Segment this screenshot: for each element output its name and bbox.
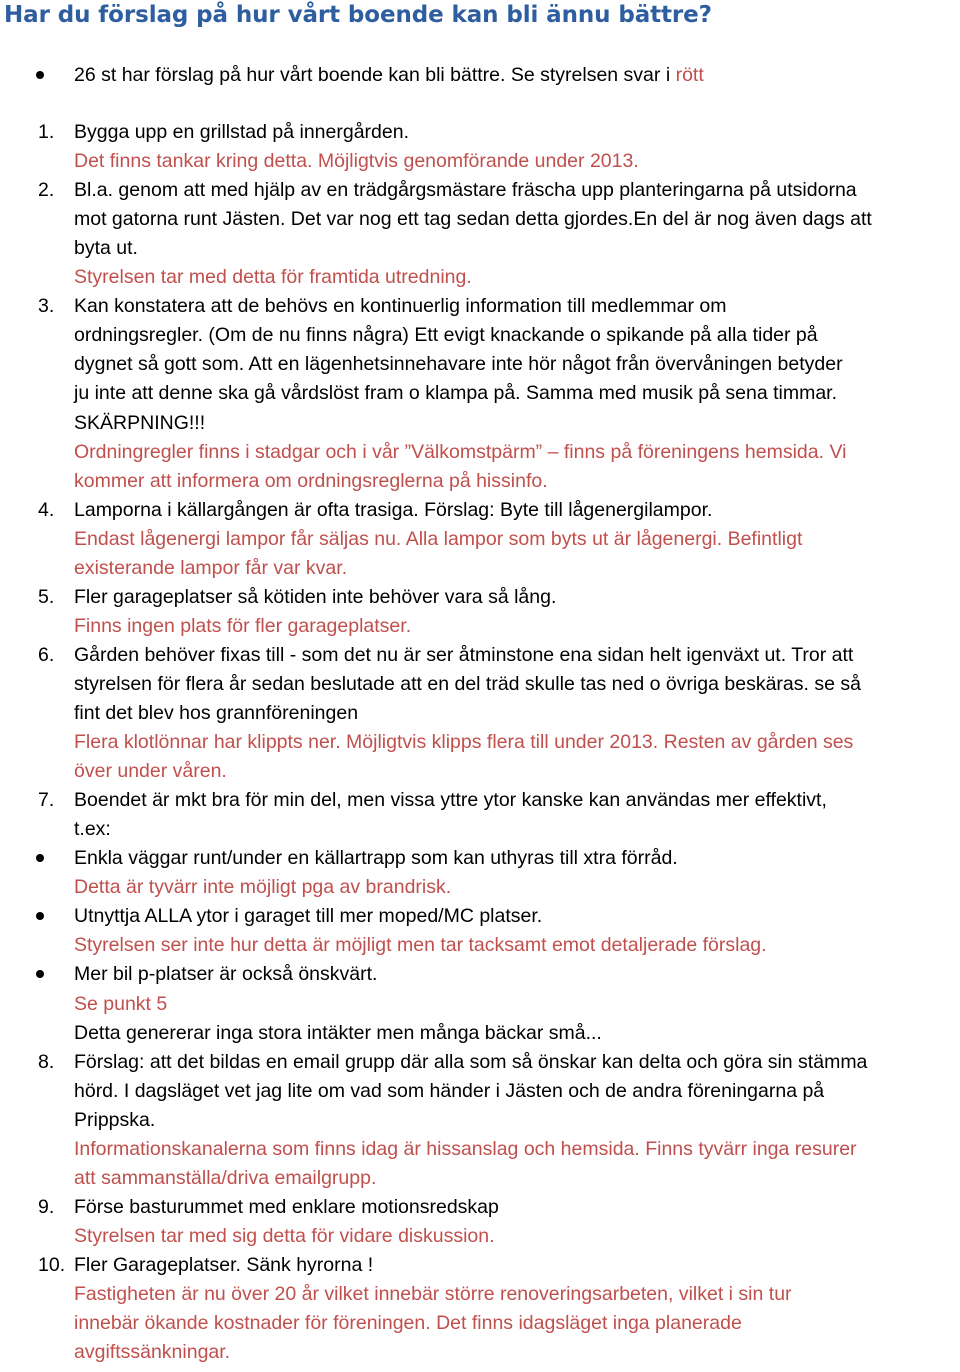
bullet-icon — [36, 854, 44, 862]
item-number: 3. — [38, 295, 55, 318]
suggestion-line: t.ex: — [74, 818, 111, 841]
board-answer-line: Flera klotlönnar har klippts ner. Möjligtvis klipps flera till under 2013. Resten av gården ses — [74, 731, 854, 754]
suggestion-line: byta ut. — [74, 237, 138, 260]
board-answer-line: över under våren. — [74, 760, 227, 783]
bullet-icon — [36, 970, 44, 978]
suggestion-line: Gården behöver fixas till - som det nu är ser åtminstone ena sidan helt igenväxt ut. Tror att — [74, 643, 854, 666]
board-answer-line: avgiftssänkningar. — [74, 1341, 231, 1364]
board-answer-line: Informationskanalerna som finns idag är hissanslag och hemsida. Finns tyvärr inga resurer — [74, 1137, 857, 1160]
item-number: 10. — [38, 1253, 66, 1276]
item-number: 2. — [38, 179, 55, 202]
suggestion-line: Prippska. — [74, 1108, 156, 1131]
suggestion-line: Enkla väggar runt/under en källartrapp som kan uthyras till xtra förråd. — [74, 847, 678, 870]
suggestion-line: styrelsen för flera år sedan beslutade att en del träd skulle tas ned o övriga beskäras. se så — [74, 672, 861, 695]
board-answer-line: Det finns tankar kring detta. Möjligtvis genomförande under 2013. — [74, 150, 639, 173]
board-answer-line: kommer att informera om ordningsreglerna på hissinfo. — [74, 469, 548, 492]
suggestion-line: SKÄRPNING!!! — [74, 411, 206, 434]
page-title: Har du förslag på hur vårt boende kan bli ännu bättre? — [4, 2, 712, 28]
item-number: 8. — [38, 1050, 55, 1073]
suggestion-line: Lamporna i källargången är ofta trasiga. Förslag: Byte till lågenergilampor. — [74, 498, 713, 521]
board-answer-line: Styrelsen ser inte hur detta är möjligt men tar tacksamt emot detaljerade förslag. — [74, 934, 767, 957]
board-answer-line: Se punkt 5 — [74, 992, 168, 1015]
board-answer-line: Finns ingen plats för fler garageplatser. — [74, 614, 412, 637]
suggestion-line: hörd. I dagsläget vet jag lite om vad som händer i Jästen och de andra föreningarna på — [74, 1079, 825, 1102]
suggestion-line: Boendet är mkt bra för min del, men vissa yttre ytor kanske kan användas mer effektivt, — [74, 789, 827, 812]
board-answer-line: innebär ökande kostnader för föreningen. Det finns idagsläget inga planerade — [74, 1312, 742, 1335]
suggestion-line: Förslag: att det bildas en email grupp där alla som så önskar kan delta och göra sin stämma — [74, 1050, 868, 1073]
suggestion-line: Bl.a. genom att med hjälp av en trädgårgsmästare fräscha upp planteringarna på utsidorna — [74, 179, 857, 202]
item-number: 9. — [38, 1195, 55, 1218]
board-answer-line: Styrelsen tar med detta för framtida utredning. — [74, 266, 472, 289]
item-number: 4. — [38, 498, 55, 521]
board-answer-line: Detta är tyvärr inte möjligt pga av brandrisk. — [74, 876, 452, 899]
item-number: 5. — [38, 585, 55, 608]
suggestion-line: Fler garageplatser så kötiden inte behöver vara så lång. — [74, 585, 557, 608]
board-answer-line: att sammanställa/driva emailgrupp. — [74, 1166, 377, 1189]
suggestion-line: dygnet så gott som. Att en lägenhetsinnehavare inte hör något från övervåningen betyder — [74, 353, 843, 376]
board-answer-line: Ordningregler finns i stadgar och i vår ”Välkomstpärm” – finns på föreningens hemsida. Vi — [74, 440, 847, 463]
suggestion-line: Mer bil p-platser är också önskvärt. — [74, 963, 378, 986]
suggestion-line: ju inte att denne ska gå vårdslöst fram o klampa på. Samma med musik på sena timmar. — [74, 382, 838, 405]
board-answer-line: Endast lågenergi lampor får säljas nu. Alla lampor som byts ut är lågenergi. Befintligt — [74, 527, 803, 550]
board-answer-line: existerande lampor får var kvar. — [74, 556, 348, 579]
intro-text: 26 st har förslag på hur vårt boende kan bli bättre. Se styrelsen svar i rött — [74, 64, 704, 86]
bullet-icon — [36, 71, 44, 79]
suggestion-line: Detta genererar inga stora intäkter men många bäckar små... — [74, 1021, 602, 1044]
suggestion-line: fint det blev hos grannföreningen — [74, 702, 359, 724]
item-number: 6. — [38, 643, 55, 666]
board-answer-line: Styrelsen tar med sig detta för vidare diskussion. — [74, 1224, 495, 1247]
board-answer-line: Fastigheten är nu över 20 år vilket innebär större renoveringsarbeten, vilket i sin tur — [74, 1283, 792, 1305]
item-number: 7. — [38, 789, 55, 812]
item-number: 1. — [38, 121, 55, 143]
suggestion-line: mot gatorna runt Jästen. Det var nog ett tag sedan detta gjordes.En del är nog även dags att — [74, 208, 872, 231]
suggestion-line: Utnyttja ALLA ytor i garaget till mer moped/MC platser. — [74, 905, 543, 928]
suggestion-line: Förse basturummet med enklare motionsredskap — [74, 1195, 499, 1218]
suggestion-line: Kan konstatera att de behövs en kontinuerlig information till medlemmar om — [74, 295, 727, 318]
bullet-icon — [36, 912, 44, 920]
suggestion-line: Bygga upp en grillstad på innergården. — [74, 121, 409, 143]
suggestion-line: Fler Garageplatser. Sänk hyrorna ! — [74, 1253, 374, 1276]
suggestion-line: ordningsregler. (Om de nu finns några) Ett evigt knackande o spikande på alla tider på — [74, 324, 818, 347]
